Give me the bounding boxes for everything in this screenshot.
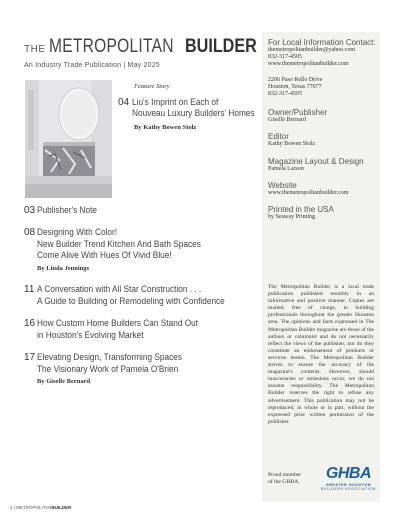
- editor-name: Kathy Bowen Stolz: [268, 141, 315, 148]
- address-phone: 832-317-4505: [268, 91, 302, 98]
- address-line2: Houston, Texas 77077: [268, 83, 322, 90]
- toc-entry-16[interactable]: [24, 318, 254, 341]
- info-sidebar: [262, 32, 380, 502]
- feature-story: [118, 83, 255, 131]
- ghba-logo-subtitle2: BUILDERS ASSOCIATION: [320, 487, 376, 491]
- masthead-metropolitan: METROPOLITAN: [48, 36, 174, 57]
- feature-title-line2: Nouveau Luxury Builders' Homes: [132, 108, 255, 118]
- toc-title-line: Publisher's Note: [37, 205, 98, 215]
- page-footer: [10, 505, 71, 510]
- toc-entry-03[interactable]: [24, 205, 254, 217]
- toc-entry-08[interactable]: [24, 227, 254, 272]
- feature-page-number: 04: [118, 97, 130, 108]
- feature-photo: [25, 80, 112, 198]
- toc-page-number: 11: [24, 284, 35, 295]
- ghba-membership: [268, 466, 376, 491]
- masthead-the: THE: [24, 44, 46, 55]
- owner-heading: Owner/Publisher: [268, 108, 328, 118]
- toc-title-line: Elevating Design, Transforming Spaces: [37, 352, 182, 362]
- printed-by: by Seaway Printing: [268, 214, 315, 221]
- layout-heading: Magazine Layout & Design: [268, 156, 364, 166]
- publication-disclaimer: The Metropolitan Builder is a local trade publication published monthly in an informative and positive manner. Copies are mailed, free of charge, to building professionals throughout the greater Houston area. The opinions and facts expressed in The Metropolitan Builder magazine are those of the authors or columnist and do not necessarily reflect the views of the publisher, nor do they constitute an endorsement of products or services herein. The Metropolitan Builder strives to ensure the accuracy of the magazine's contents. However, should inaccuracies or omissions occur, we do not assume responsibility. The Metropolitan Builder reserves the right to refuse any advertisement. This publication may not be reproduced, in whole or in part, without the expressed prior written permission of the publisher.: [268, 284, 374, 425]
- toc-title-line: A Conversation with All Star Construction . . .: [37, 284, 202, 294]
- toc-page-number: 03: [24, 205, 36, 216]
- toc-page-number: 16: [24, 318, 36, 329]
- toc-author: By Linda Jennings: [37, 264, 90, 272]
- website-heading: Website: [268, 180, 297, 190]
- contact-website[interactable]: www.themetropolitanbuilder.com: [268, 61, 349, 68]
- editor-heading: Editor: [268, 132, 289, 142]
- toc-title-line: Come Alive With Hues Of Vivid Blue!: [37, 250, 172, 260]
- contact-heading: For Local Information Contact:: [268, 38, 376, 47]
- feature-author: By Kathy Bowen Stolz: [134, 124, 197, 131]
- address-line1: 2206 Paso Rello Drive: [268, 76, 323, 83]
- printed-heading: Printed in the USA: [268, 205, 334, 215]
- bathroom-image: [25, 80, 112, 198]
- masthead-tagline: An Industry Trade Publication | May 2025: [24, 62, 160, 69]
- footer-separator: |: [13, 505, 15, 510]
- layout-name: Pamela Larson: [268, 165, 304, 172]
- toc-title-line: in Houston's Evolving Market: [37, 329, 144, 340]
- toc-title-line: New Builder Trend Kitchen And Bath Spaces: [37, 238, 201, 249]
- toc-page-number: 08: [24, 227, 36, 238]
- proud-member-line1: Proud member: [268, 471, 302, 478]
- owner-name: Giselle Bernard: [268, 117, 306, 124]
- toc-title-line: Designing With Color!: [37, 227, 118, 237]
- masthead-builder: BUILDER: [184, 36, 257, 57]
- toc-page-number: 17: [24, 352, 36, 363]
- proud-member-line2: of the GHBA.: [268, 478, 300, 485]
- footer-brand-builder: BUILDER: [51, 505, 72, 510]
- toc-entry-11[interactable]: [24, 284, 254, 307]
- ghba-logo-subtitle1: GREATER HOUSTON: [325, 483, 372, 487]
- contact-phone: 832-317-4505: [268, 54, 302, 61]
- ghba-logo: [321, 466, 376, 491]
- toc-title-line: How Custom Home Builders Can Stand Out: [37, 318, 199, 328]
- ghba-logo-mark: GHBA: [325, 465, 372, 482]
- feature-title-line1: Liu's Imprint on Each of: [132, 97, 219, 107]
- feature-label: Feature Story: [134, 83, 170, 90]
- toc-author: By Giselle Bernard: [37, 378, 91, 385]
- footer-page-number: 2: [10, 505, 13, 510]
- toc-entry-17[interactable]: [24, 352, 254, 385]
- website-url[interactable]: www.themetropolitanbuilder.com: [268, 189, 349, 196]
- contact-email[interactable]: themetropolitanbuilder@yahoo.com: [268, 47, 356, 53]
- toc-title-line: The Visionary Work of Pamela O'Brien: [37, 363, 179, 374]
- masthead: [24, 36, 257, 69]
- masthead-title: [24, 36, 257, 58]
- toc-title-line: A Guide to Building or Remodeling with Confidence: [37, 295, 225, 306]
- footer-brand-metropolitan: METROPOLITAN: [16, 505, 52, 510]
- feature-entry[interactable]: [118, 97, 255, 119]
